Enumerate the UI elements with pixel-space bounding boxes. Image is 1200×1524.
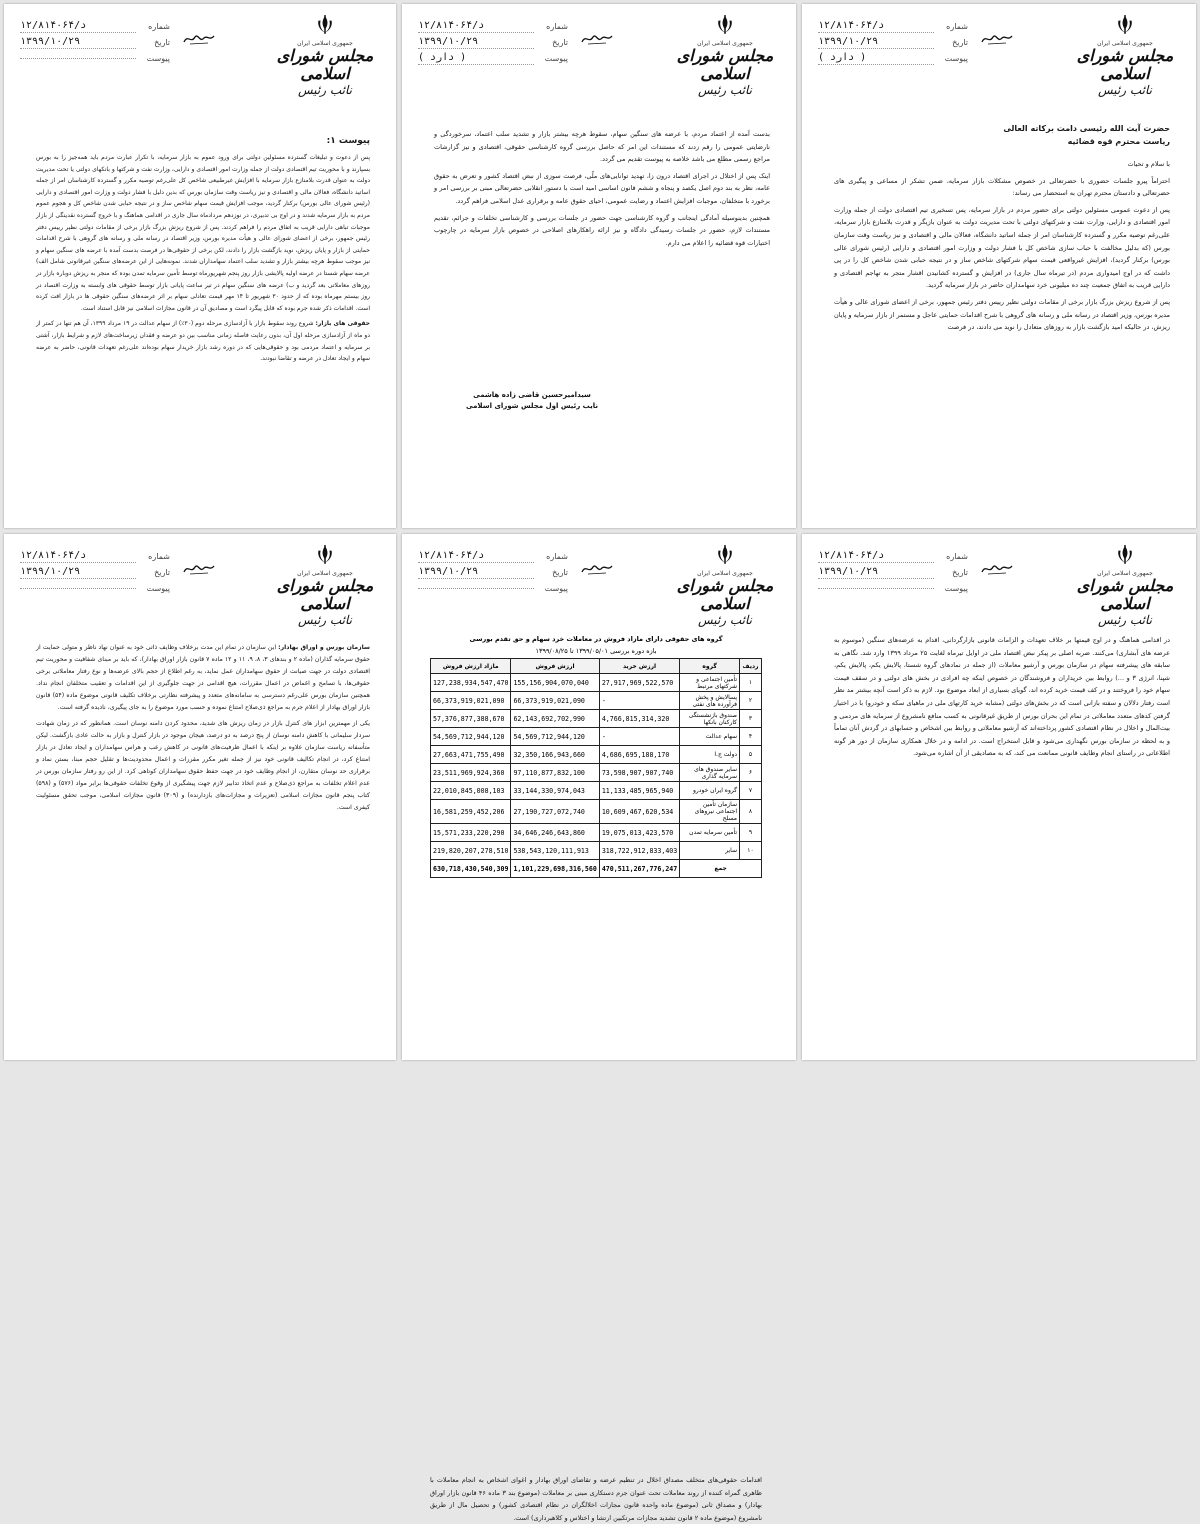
logo-emblem-text: جمهوری اسلامی ایران [697,570,753,577]
number-label: شماره [946,551,968,561]
letter-body [434,128,770,253]
paragraph: همچنین بدینوسیله آمادگی اینجانب و گروه کارشناسی جهت حضور در جلسات بررسی و کارشناسی تخلفات و جرائم، تقدیم مستندات لازم، حضور در جلسات رسیدگی دادگاه و نیز ارائه راهکارهای اصلاحی در خصوص بازار سرمایه در چارچوب اختیارات قوه قضائیه را اعلام می دارم. [434,213,770,247]
table-cell-idx: ۵ [740,746,762,764]
table-cell-group: سهام عدالت [680,728,740,746]
table-cell-buy: 10,609,467,620,534 [599,800,679,824]
date-label: تاریخ [952,37,968,47]
table-row [431,746,762,764]
appendix-page-1 [4,4,396,528]
table-total-net: 630,718,430,540,309 [431,860,511,878]
table-cell-idx: ۱۰ [740,842,762,860]
paragraph: اینک پس از اختلال در اجرای اقتصاد درون زا، تهدید توانایی‌های ملّی، فرصت سوزی از نبض اقتصاد کشور و تعرض به حقوق عامه، نظر به بند دوم اصل یکصد و پنجاه و ششم قانون اساسی امید است با دستور انقلابی حضرتعالی مبنی بر بررسی امر و برخورد با متخلفان، موجبات افزایش اعتماد و رضایت عمومی، احیای حقوق عامه و برقراری عدل اسلامی فراهم گردد. [434,171,770,205]
table-cell-net: 16,581,259,452,206 [431,800,511,824]
date-label: تاریخ [154,567,170,577]
table-cell-sell: 97,110,877,832,100 [511,764,599,782]
greeting: با سلام و تحیات [1127,160,1170,168]
table-cell-buy: 318,722,912,833,403 [599,842,679,860]
letter-body [834,634,1170,764]
table-cell-buy: 4,686,695,188,170 [599,746,679,764]
letter-meta [20,18,170,66]
letter-body [36,134,370,369]
letter-page-1 [802,4,1196,528]
column-header: مازاد ارزش فروش [431,659,511,674]
table-cell-idx: ۱ [740,674,762,692]
scribble-icon [182,32,216,46]
table-cell-idx: ۸ [740,800,762,824]
table-cell-group: پسالایش و پخش فرآورده های نفتی [680,692,740,710]
attachment-label: پیوست [146,53,170,63]
table-header-row [431,659,762,674]
table-title: گروه های حقوقی دارای مازاد فروش در معاملات خرد سهام و حق تقدم بورسی [469,635,723,643]
table-row [431,800,762,824]
logo-org-name: مجلس شورای اسلامی [276,46,374,83]
paragraph: احتراماً پیرو جلسات حضوری با حضرتعالی در خصوص مشکلات بازار سرمایه، ضمن تشکر از مساعی و پیگیری های حضرتعالی و دادستان محترم تهران به استحضار می رساند: [834,176,1170,198]
date-value: ۱۳۹۹/۱۰/۲۹ [20,36,136,49]
logo-org-name: مجلس شورای اسلامی [676,576,774,613]
parliament-logo [1070,14,1180,97]
emblem-icon [314,14,336,36]
sales-table-section [430,634,762,878]
table-subtitle: بازه دوره بررسی ۱۳۹۹/۰۵/۰۱ تا ۱۳۹۹/۰۸/۲۵ [535,647,657,655]
scribble-icon [580,562,614,576]
salutation-1: حضرت آیت الله رئیسی دامت برکاته العالی [1003,124,1170,133]
table-row [431,824,762,842]
paragraph-lead: حقوقی های بازار: [315,320,371,328]
logo-office: نائب رئیس [698,613,752,627]
attachment-label: پیوست [146,583,170,593]
number-value: ۱۲/۸۱۴۰۶۴/د [818,550,934,563]
letter-meta [818,548,968,596]
logo-office: نائب رئیس [298,83,352,97]
table-row [431,710,762,728]
table-cell-sell: 538,543,120,111,913 [511,842,599,860]
table-cell-net: 22,010,845,008,103 [431,782,511,800]
date-value: ۱۳۹۹/۱۰/۲۹ [418,566,534,579]
appendix-page-3 [402,534,796,1522]
salutation-2: ریاست محترم قوه قضائیه [1067,137,1170,146]
paragraph: یکی از مهمترین ابزار های کنترل بازار در زمان ریزش های شدید، محدود کردن دامنه نوسان است. همانطور که در زمان شهادت سردار سلیمانی با کاهش دامنه نوسان از پنج درصد به دو درصد، هیجان موجود در بازار کنترل و بازار به حالت عادی بازگشت. لیکن متأسفانه ریاست سازمان علاوه بر اینکه با اعمال ظرفیت‌های قانونی در کاهش رعب و هراس سهامداران و ایجاد تعادل در بازار امتناع کرد، در انجام تکالیف قانونی خود نیز از جمله تغیر مکرر مقررات و اعمال محدودیت‌ها و تقلیل حجم مبنا، بستن نماد و برقراری حد نوسان متقارن، از انجام وظایف خود در جهت حفظ حقوق سهامداران کوتاهی کرد. از این رو رفتار سازمان بورس در عدم اعلام تخلفات به مراجع ذی‌صلاح و عدم اتخاذ تدابیر لازم جهت پیشگیری از وقوع تخلفات حقوقی‌ها برابر مواد (۵۷۶) و (۵۹۸) کتاب پنجم قانون مجازات اسلامی (تعزیرات و مجازات‌های بازدارنده) و (۳۰۹) قانون مجازات اسلامی، موجب تحقق مسئولیت کیفری است. [36,720,370,811]
emblem-icon [314,544,336,566]
paragraph-text: شروع روند سقوط بازار با آزادسازی مرحله دوم (۳۰٪) از سهام عدالت در ۱۹ مرداد ۱۳۹۹، آن هم تنها در کمتر از دو ماه از آزادسازی مرحله اول آن، بدون رعایت فاصله زمانی مناسب بین دو عرضه و فقدان زیرساخت‌های لازم و شرایط بازار، آشتی بر سرمایه و اعتماد مردمی بود و حقوقی‌هایی که در دوره رشد بازار خریدار سهام بوده‌اند علی‌رغم تعهدات قانونی، حاضر به عرضه سهام و ایجاد تعادل در عرضه و تقاضا نبودند. [36,320,370,363]
table-cell-group: دولت ج.ا [680,746,740,764]
table-total-row [431,860,762,878]
paragraph [36,318,370,364]
paragraph-lead: سازمان بورس و اوراق بهادار: [278,644,370,651]
signer-title: نایب رئیس اول مجلس شورای اسلامی [466,402,598,410]
table-total-buy: 470,511,267,776,247 [599,860,679,878]
date-label: تاریخ [552,37,568,47]
paragraph: پس از دعوت عمومی مسئولین دولتی برای حضور مردم در بازار سرمایه، پس تسخیری تیم اقتصادی دولت از جمله وزارت امور اقتصادی و دارایی، وزارت نفت و شرکتهای دولتی با تحت مدیریت دولت به عنوان بازیگر و قدرت بلامنازع بازار سرمایه، علی‌رغم توصیه مکرر و گسترده کارشناسان امر از جمله اساتید دانشگاه، فعالان مالی و اقتصادی و نیز ریاست وقت سازمان بورس (که بدلیل مخالفت با حباب سازی شاخص کل با فشار دولت و وزارت امور اقتصادی و دارایی (رئیس شورای عالی بورس) برکنار گردید)، افزایش غیرواقعی قیمت سهام شرکتهای شاخص ساز و در نتیجه حبابی شدن شاخص کل را در پی داشت که در اوج امیدواری مردم (در تیرماه سال جاری) در افزایش و گسترده کشانیدن اقشار متجر به تهاجم اقتصادی و دارایی قریب به اتفاق جمعیت چند ده میلیونی خرد سهامداران حاضر در بازار سرمایه گردید. [834,205,1170,290]
date-label: تاریخ [154,37,170,47]
logo-emblem-text: جمهوری اسلامی ایران [1097,570,1153,577]
number-label: شماره [946,21,968,31]
attachment-value: ( دارد ) [818,52,934,65]
logo-emblem-text: جمهوری اسلامی ایران [297,40,353,47]
logo-office: نائب رئیس [1098,83,1152,97]
logo-org-name: مجلس شورای اسلامی [276,576,374,613]
table-cell-sell: 66,373,919,021,090 [511,692,599,710]
table-cell-net: 66,373,919,021,090 [431,692,511,710]
column-header: گروه [680,659,740,674]
table-cell-net: 54,569,712,944,120 [431,728,511,746]
table-cell-buy: 73,598,907,907,740 [599,764,679,782]
logo-org-name: مجلس شورای اسلامی [676,46,774,83]
column-header: ارزش فروش [511,659,599,674]
date-label: تاریخ [552,567,568,577]
table-cell-idx: ۷ [740,782,762,800]
table-footnote: اقدامات حقوقی‌های متخلف مصداق اخلال در تنظیم عرضه و تقاضای اوراق بهادار و اغوای اشخاص به انجام معاملات با ظاهری گمراه کننده از روند معاملات تحت عنوان جرم دستکاری مبنی بر معاملات (موضوع بند ۳ ماده ۴۶ قانون بازار اوراق بهادار) و مصداق ثانی (موضوع ماده واحده قانون مجازات اخلالگران در نظام اقتصادی کشور) و تحصیل مال از طریق نامشروع (موضوع ماده ۲ قانون تشدید مجازات مرتکبین ارتشا و اختلاس و کلاهبرداری) است. [430,1476,762,1522]
table-cell-net: 127,238,934,547,470 [431,674,511,692]
parliament-logo [270,14,380,97]
paragraph: پس از شروع ریزش بزرگ بازار برخی از مقامات دولتی نظیر رییس دفتر رئیس جمهور، برخی از اعضای شورای عالی و هیأت مدیره بورس، وزیر اقتصاد در رسانه ملی و رسانه های گروهی با شرح اقدامات حمایتی عاجل و مستمر از بازار سرمایه و پایان ریزش، در حالیکه امید بازگشت بازار به روزهای متعادل را نوید می دادند، در فرصت [834,297,1170,332]
parliament-logo [270,544,380,627]
table-cell-group: سایر صندوق های سرمایه گذاری [680,764,740,782]
logo-office: نائب رئیس [1098,613,1152,627]
signature-block [442,390,622,412]
table-cell-buy: 19,075,013,423,570 [599,824,679,842]
table-cell-idx: ۲ [740,692,762,710]
table-row [431,692,762,710]
emblem-icon [1114,544,1136,566]
table-cell-buy: 11,133,485,965,940 [599,782,679,800]
attachment-value-empty [818,587,934,589]
table-cell-buy: - [599,728,679,746]
appendix-page-2 [802,534,1196,1060]
table-cell-idx: ۳ [740,710,762,728]
scribble-icon [980,32,1014,46]
emblem-icon [714,14,736,36]
column-header: ردیف [740,659,762,674]
date-label: تاریخ [952,567,968,577]
logo-emblem-text: جمهوری اسلامی ایران [697,40,753,47]
parliament-logo [670,544,780,627]
table-total-sell: 1,101,229,698,316,560 [511,860,599,878]
attachment-value-empty [418,587,534,589]
table-total-label: جمع [680,860,762,878]
number-value: ۱۲/۸۱۴۰۶۴/د [418,550,534,563]
number-value: ۱۲/۸۱۴۰۶۴/د [418,20,534,33]
number-value: ۱۲/۸۱۴۰۶۴/د [20,550,136,563]
table-cell-net: 27,663,471,755,490 [431,746,511,764]
attachment-label: پیوست [944,53,968,63]
number-label: شماره [546,21,568,31]
table-cell-group: صندوق بازنشستگی کارکنان بانکها [680,710,740,728]
letter-body [834,122,1170,338]
logo-org-name: مجلس شورای اسلامی [1076,46,1174,83]
attachment-value: ( دارد ) [418,52,534,65]
logo-emblem-text: جمهوری اسلامی ایران [297,570,353,577]
date-value: ۱۳۹۹/۱۰/۲۹ [20,566,136,579]
attachment-label: پیوست [544,53,568,63]
attachment-label: پیوست [944,583,968,593]
paragraph: پس از دعوت و تبلیغات گسترده مسئولین دولتی برای ورود عموم به بازار سرمایه، با تکرار عبارت مردم باید همه‌جیز را به بورس بسپارند و با محوریت تیم اقتصادی دولت از جمله وزارت امور اقتصادی و دارایی، وزارت نفت و شرکتها و بانکهای دولتی یا تحت مدیریت دولت به عنوان قدرت بلامنازع بازار سرمایه با افزایش غیرطبیعی شاخص کل علی‌رغم توصیه مکرر و گسترده کارشناسان امر از جمله اساتید دانشگاه، فعالان مالی و اقتصادی و نیز ریاست وقت سازمان بورس که بدین دلیل با فشار دولت و وزارت امور اقتصادی و دارایی (رئیس شورای عالی بورس) برکنار گردید، موجب افزایش قیمت سهام شاخص ساز و در نتیجه حبابی شدن شاخص کل و هجوم عموم مردم به بازار سرمایه شدند و در اوج بی تدبیری، در نوزدهم مردادماه سال جاری در اقدامی هماهنگ و با خروج گسترده نقدینگی از بازار موجبات تباهی دارایی قریب به اتفاق مردم را فراهم کردند. پس از شروع ریزش بزرگ بازار برخی از مقامات دولتی نظیر رییس دفتر رئیس جمهور، برخی از اعضای شورای عالی و هیأت مدیره بورس، وزیر اقتصاد در رسانه ملی و رسانه های گروهی با شرح اقدامات حمایتی از بازار و پایان ریزش، نوید بازگشت بازار را دادند، لکن برخی از حقوقی‌ها در فرصت بدست آمده با عرضه های سنگین سهام و نیز موجب سقوط هرچه بیشتر بازار و تشدید سلب اعتماد سهامداران شدند. نمونه‌هایی از این عرضه‌های سنگین غیرقانونی شامل الف) عرضه سهام شستا در عرضه اولیه پالایشی بازار روز پنجم شهریورماه توسط تأمین سرمایه تمدن بوده که منجر به ریزش دوباره بازار در روزهای معاملاتی بعد گردید و ب) عرضه های سنگین سهام در تیر ساعت پایانی بازار توسط حقوقی های وابسته به وزارت اقتصاد در روز بیستم مهرماه بوده که از حدود ۳۰ شهریور تا ۱۴ مهر قیمت تعادلی سهام بر اثر عرضه‌های سنگین حقوقی ها در بازار افت کرده است. اقدامات ذکر شده جرم بوده که قابل پیگرد است و مصادیق آن در قانون مجازات اسلامی نیز قابل استناد است. [36,154,370,312]
column-header: ارزش خرید [599,659,679,674]
parliament-logo [670,14,780,97]
scribble-icon [580,32,614,46]
table-cell-group: تأمین سرمایه تمدن [680,824,740,842]
table-body [431,674,762,878]
signer-name: سیدامیرحسین قاضی زاده هاشمی [473,391,591,399]
table-cell-idx: ۴ [740,728,762,746]
paragraph: در اقدامی هماهنگ و در اوج قیمتها بر خلاف تعهدات و الزامات قانونی بازارگردانی، اقدام به عرضه‌های سنگین (موسوم به عرضه های آبشاری) می‌کنند. ضربه اصلی بر پیکر نبض اقتصاد ملی در اوایل تیرماه لغایت ۲۵ مرداد ۱۳۹۹ وارد شد. نگاهی به سابقه های پیشرفته سهام در سازمان بورس و آرشیو معاملات (از جمله در نمادهای گروه شستا، پالایش یکم، پالایش یکم، شپنا، انرژی ۳ و ...) روابط بین خریداران و فروشندگان در خصوص اینکه چه افرادی در بخش های دولتی و در سقف قیمت سهام خود را فروختند و در کف قیمت خرید کرده اند، گویای بسیاری از ابعاد موضوع بود. لازم به ذکر است آنچه بیشتر مد نظر است رفتار دلالان و سفته بازانی است که در بخش‌های دولتی (مشابه خرید کارتهای ملی در ماهیای سکه و خودرو) با در اختیار گرفتن کدهای متعدد معاملاتی در تمام این بحران بورس از طریق غیرقانونی به کسب منافع نامشروع از سرمایه های مردمی و بیت‌المال و اخلال در نظام اقتصادی کشور پرداخته‌اند که آرشیو معاملاتی و روابط بین اشخاص و حسابهای در گردش آنان تماماً و به لحظه در سازمان بورس نگهداری می‌شود و قابل استخراج است. در ادامه و در خلال همکاری سازمان از دور هر گونه اطلاعاتی در راستای انجام وظایف قانونی ممانعت می کند، که به مصادیقی از آن اشاره می‌شود. [834,636,1170,758]
logo-org-name: مجلس شورای اسلامی [1076,576,1174,613]
table-cell-buy: 4,766,815,314,320 [599,710,679,728]
number-value: ۱۲/۸۱۴۰۶۴/د [20,20,136,33]
scribble-icon [182,562,216,576]
letter-meta [818,18,968,66]
table-cell-sell: 34,646,246,643,860 [511,824,599,842]
letter-meta [418,548,568,596]
emblem-icon [714,544,736,566]
table-row [431,728,762,746]
number-label: شماره [148,551,170,561]
date-value: ۱۳۹۹/۱۰/۲۹ [818,36,934,49]
table-row [431,764,762,782]
table-cell-sell: 155,156,904,070,040 [511,674,599,692]
attachment-value-empty [20,587,136,589]
table-row [431,674,762,692]
table-cell-buy: - [599,692,679,710]
table-cell-net: 23,511,969,924,360 [431,764,511,782]
letter-body [36,642,370,818]
table-cell-sell: 33,144,330,974,043 [511,782,599,800]
date-value: ۱۳۹۹/۱۰/۲۹ [818,566,934,579]
table-cell-sell: 62,143,692,702,990 [511,710,599,728]
date-value: ۱۳۹۹/۱۰/۲۹ [418,36,534,49]
letter-meta [418,18,568,66]
table-cell-buy: 27,917,969,522,570 [599,674,679,692]
letter-page-2 [402,4,796,528]
table-cell-group: سایر [680,842,740,860]
logo-office: نائب رئیس [298,613,352,627]
attachment-value-empty [20,57,136,59]
number-label: شماره [148,21,170,31]
attachment-label: پیوست [544,583,568,593]
parliament-logo [1070,544,1180,627]
letter-meta [20,548,170,596]
table-cell-sell: 54,569,712,944,120 [511,728,599,746]
paragraph: بدست آمده از اعتماد مردم، با عرضه های سنگین سهام، سقوط هرچه بیشتر بازار و تشدید سلب اعتماد، سرخوردگی و نارضایتی عمومی را رقم زدند که مستندات این امر که حاصل بررسی گروه کارشناسی حقوقی، اقتصادی و نیز گزارشات مراجع رسمی مطلع می باشد خلاصه به پیوست تقدیم می گردد. [434,130,770,164]
number-value: ۱۲/۸۱۴۰۶۴/د [818,20,934,33]
table-cell-net: 57,376,877,388,670 [431,710,511,728]
table-cell-sell: 32,350,166,943,660 [511,746,599,764]
table-cell-group: تأمین اجتماعی و شرکتهای مرتبط [680,674,740,692]
table-cell-group: سازمان تأمین اجتماعی نیروهای مسلح [680,800,740,824]
table-cell-group: گروه ایران خودرو [680,782,740,800]
table-cell-idx: ۶ [740,764,762,782]
table-row [431,782,762,800]
logo-office: نائب رئیس [698,83,752,97]
emblem-icon [1114,14,1136,36]
number-label: شماره [546,551,568,561]
sales-table [430,658,762,878]
table-cell-idx: ۹ [740,824,762,842]
paragraph-text: این سازمان در تمام این مدت برخلاف وظایف ذاتی خود به عنوان نهاد ناظر و متولی حمایت از حقوق سرمایه گذاران (ماده ۲ و بندهای ۳، ۸، ۹، ۱۱ و ۱۲ ماده ۷ قانون بازار اوراق بهادار)، که باید بر مبنای شفافیت و محوریت تیم اقتصادی دولت در جهت صیانت از حقوق سهامداران عمل نماید، به رغم اطلاع از حجم بالای عرضه‌ها و نوع رفتار معاملاتی برخی حقوقی‌ها، با تسامح و اغماض در اعمال مقررات، هیچ اقدامی در جهت جلوگیری از این اقدامات و تعقیب متخلفان انجام نداد. همچنین سازمان بورس علی‌رغم دسترسی به سامانه‌های متعدد و پیشرفته نظارتی برخلاف تکلیف قانونی موضوع ماده (۵۴) قانون بازار اوراق بهادار از اعلام جرم به مراجع ذی‌صلاح امتناع نموده و حسب مورد موضوع را به جای پیگیری، نادیده گرفته است. [36,644,371,711]
table-cell-sell: 27,190,727,072,740 [511,800,599,824]
scribble-icon [980,562,1014,576]
paragraph [36,642,370,714]
appendix-page-4 [4,534,396,1060]
table-cell-net: 15,571,233,220,290 [431,824,511,842]
appendix-heading: پیوست ۱: [326,136,370,146]
table-cell-net: 219,820,207,278,510 [431,842,511,860]
table-row [431,842,762,860]
logo-emblem-text: جمهوری اسلامی ایران [1097,40,1153,47]
